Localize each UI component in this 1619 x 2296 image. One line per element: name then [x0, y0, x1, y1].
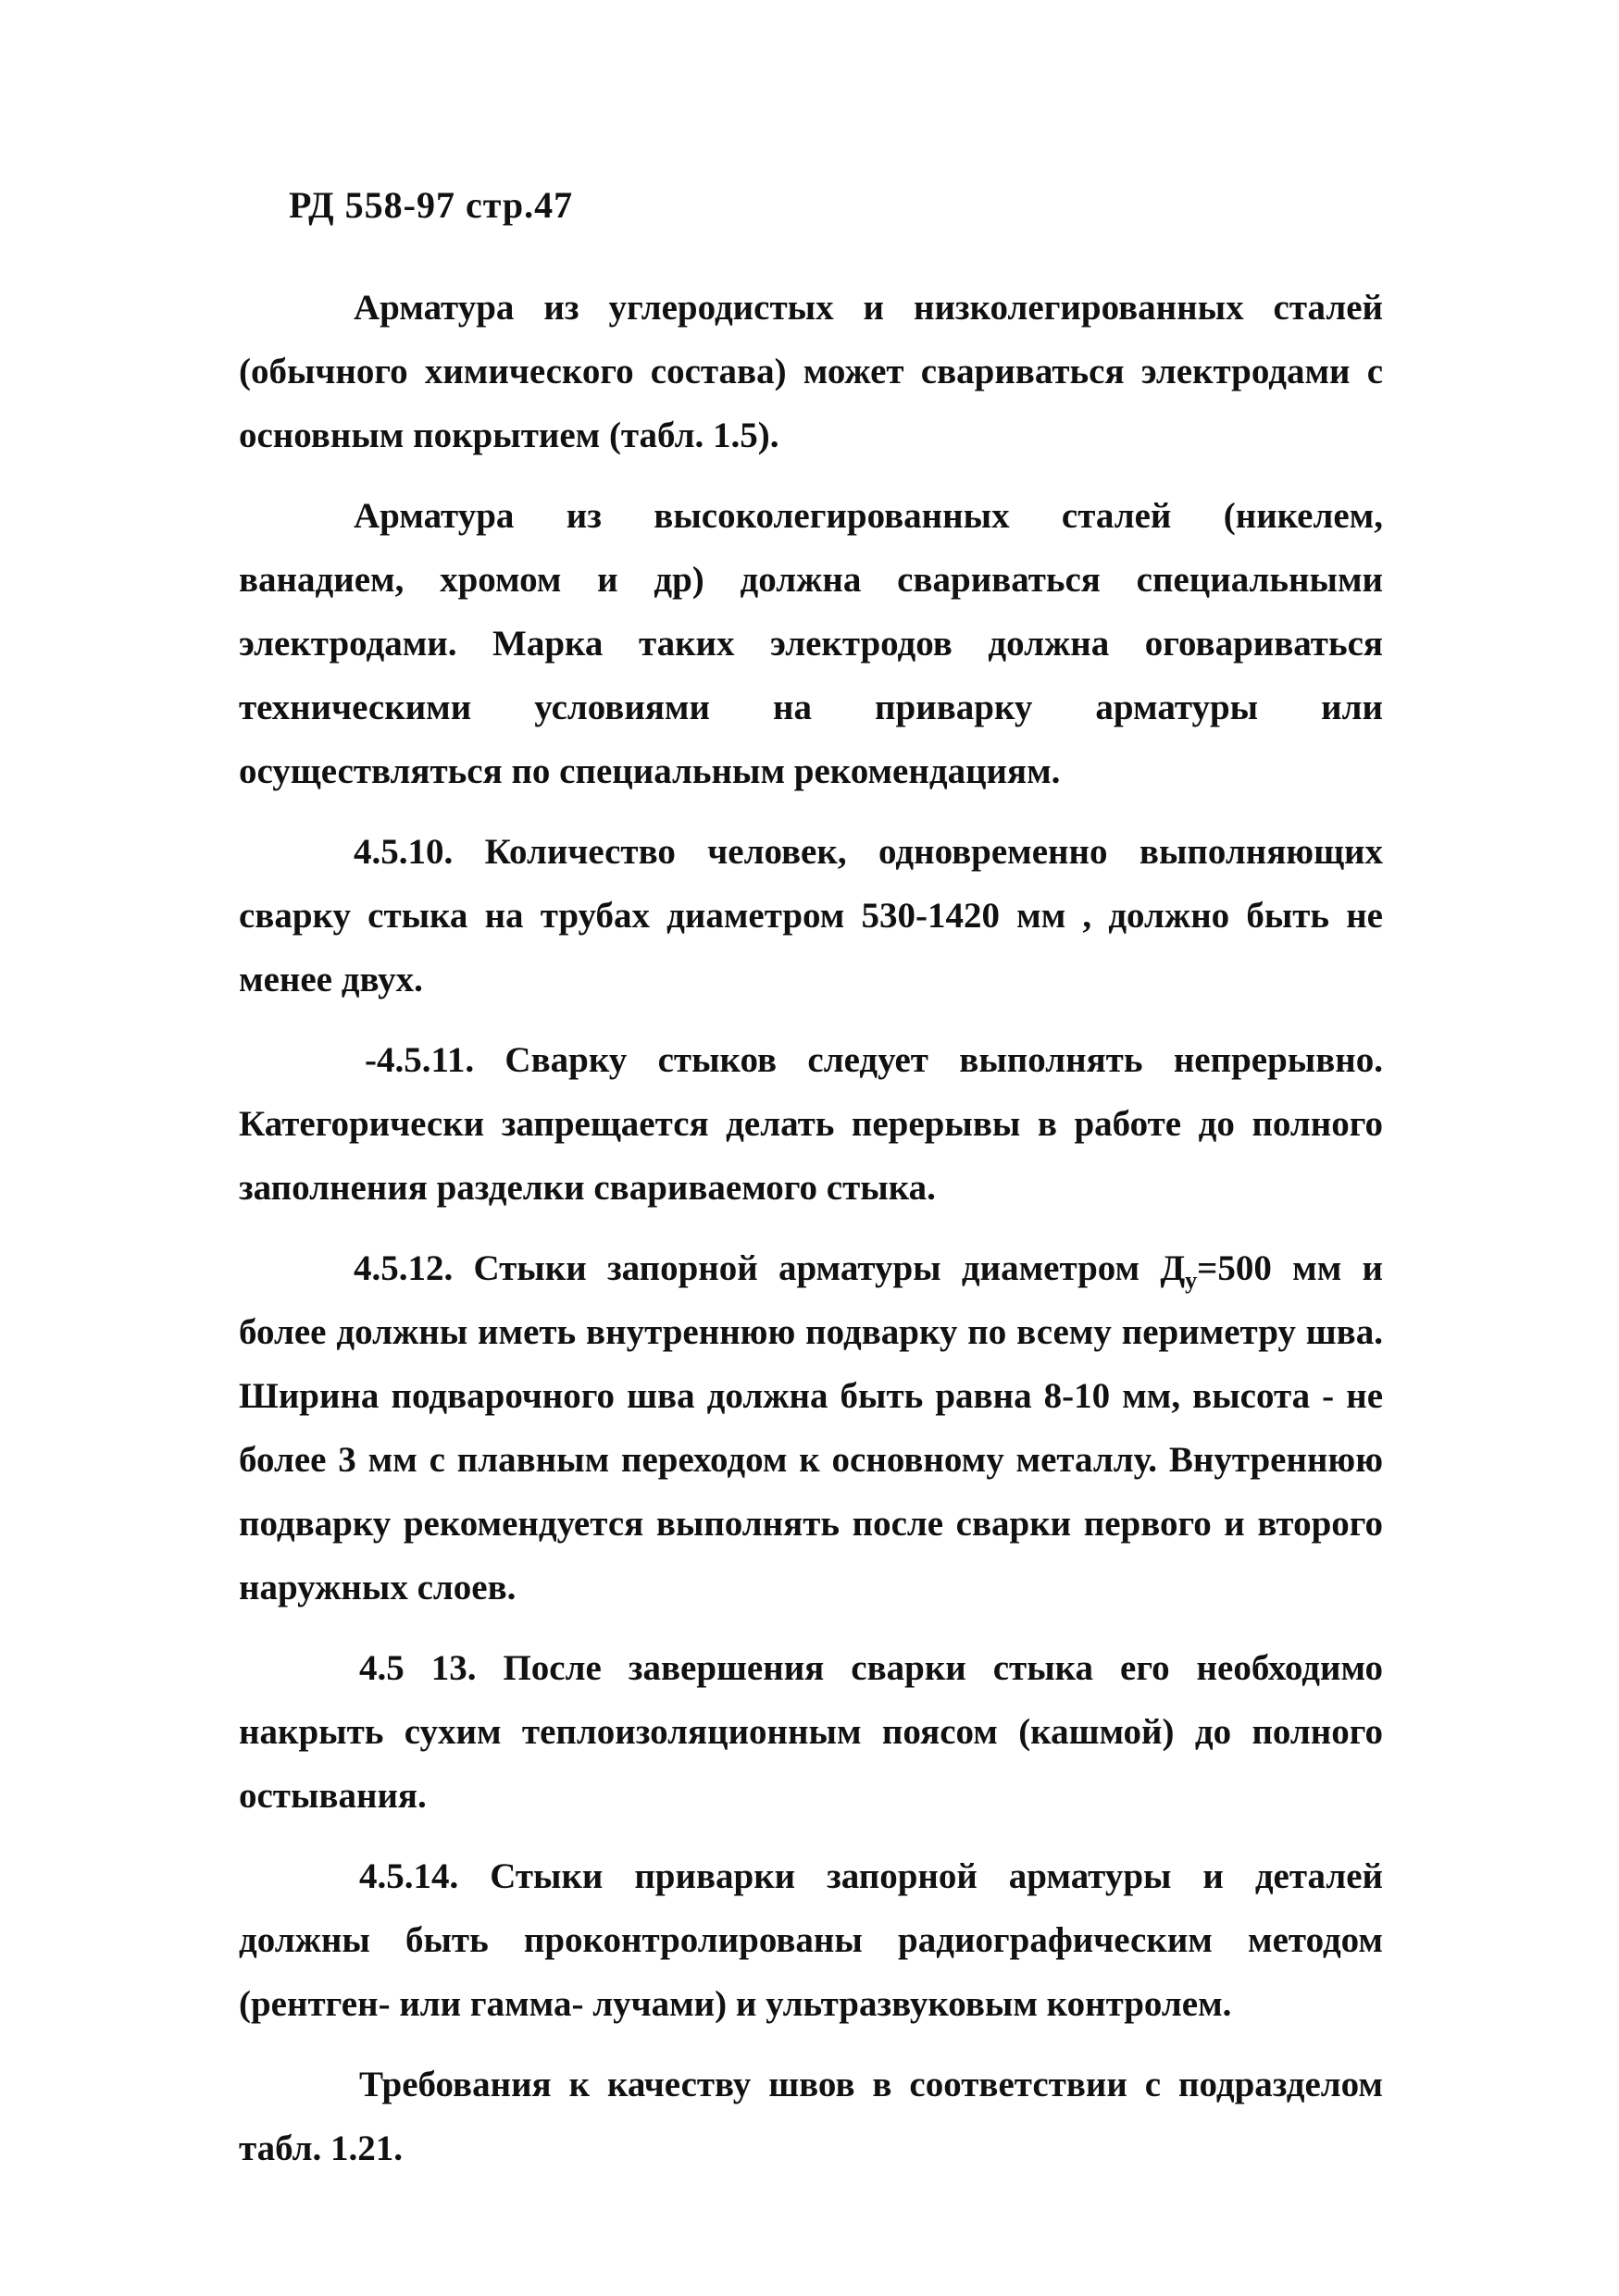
diameter-subscript: у	[1185, 1266, 1198, 1294]
page-header: РД 558-97 стр.47	[289, 184, 574, 226]
paragraph-4-5-10: 4.5.10. Количество человек, одновременно выполняющих сварку стыка на трубах диаметром 530-1420 мм , должно быть не менее двух.	[239, 832, 1383, 999]
paragraph-high-alloy-rebar: Арматура из высоколегированных сталей (никелем, ванадием, хромом и др) должна свариваться специальными электродами. Марка таких электродов должна оговариваться техническими условиями на приварку арматуры или осуществляться по специальным рекомендациям.	[239, 496, 1383, 791]
paragraph-steel-rebar: Арматура из углеродистых и низколегированных сталей (обычного химического состава) может свариваться электродами с основным покрытием (табл. 1.5).	[239, 288, 1383, 455]
document-body	[239, 276, 1383, 2197]
paragraph-4-5-11: -4.5.11. Сварку стыков следует выполнять непрерывно. Категорически запрещается делать перерывы в работе до полного заполнения разделки свариваемого стыка.	[239, 1040, 1383, 1208]
paragraph-4-5-13: 4.5 13. После завершения сварки стыка его необходимо накрыть сухим теплоизоляционным поясом (кашмой) до полного остывания.	[239, 1648, 1383, 1816]
paragraph-weld-quality: Требования к качеству швов в соответствии с подразделом табл. 1.21.	[239, 2065, 1383, 2168]
paragraph-4-5-12	[239, 1236, 1383, 1620]
paragraph-4-5-12-start: 4.5.12. Стыки запорной арматуры диаметром Д	[354, 1248, 1186, 1288]
paragraph-4-5-12-rest: =500 мм и более должны иметь внутреннюю подварку по всему периметру шва. Ширина подварочного шва должна быть равна 8-10 мм, высота - не более 3 мм с плавным переходом к основному металлу. Внутреннюю подварку рекомендуется выполнять после сварки первого и второго наружных слоев.	[239, 1248, 1383, 1607]
paragraph-4-5-14: 4.5.14. Стыки приварки запорной арматуры и деталей должны быть проконтролированы радиографическим методом (рентген- или гамма- лучами) и ультразвуковым контролем.	[239, 1856, 1383, 2024]
